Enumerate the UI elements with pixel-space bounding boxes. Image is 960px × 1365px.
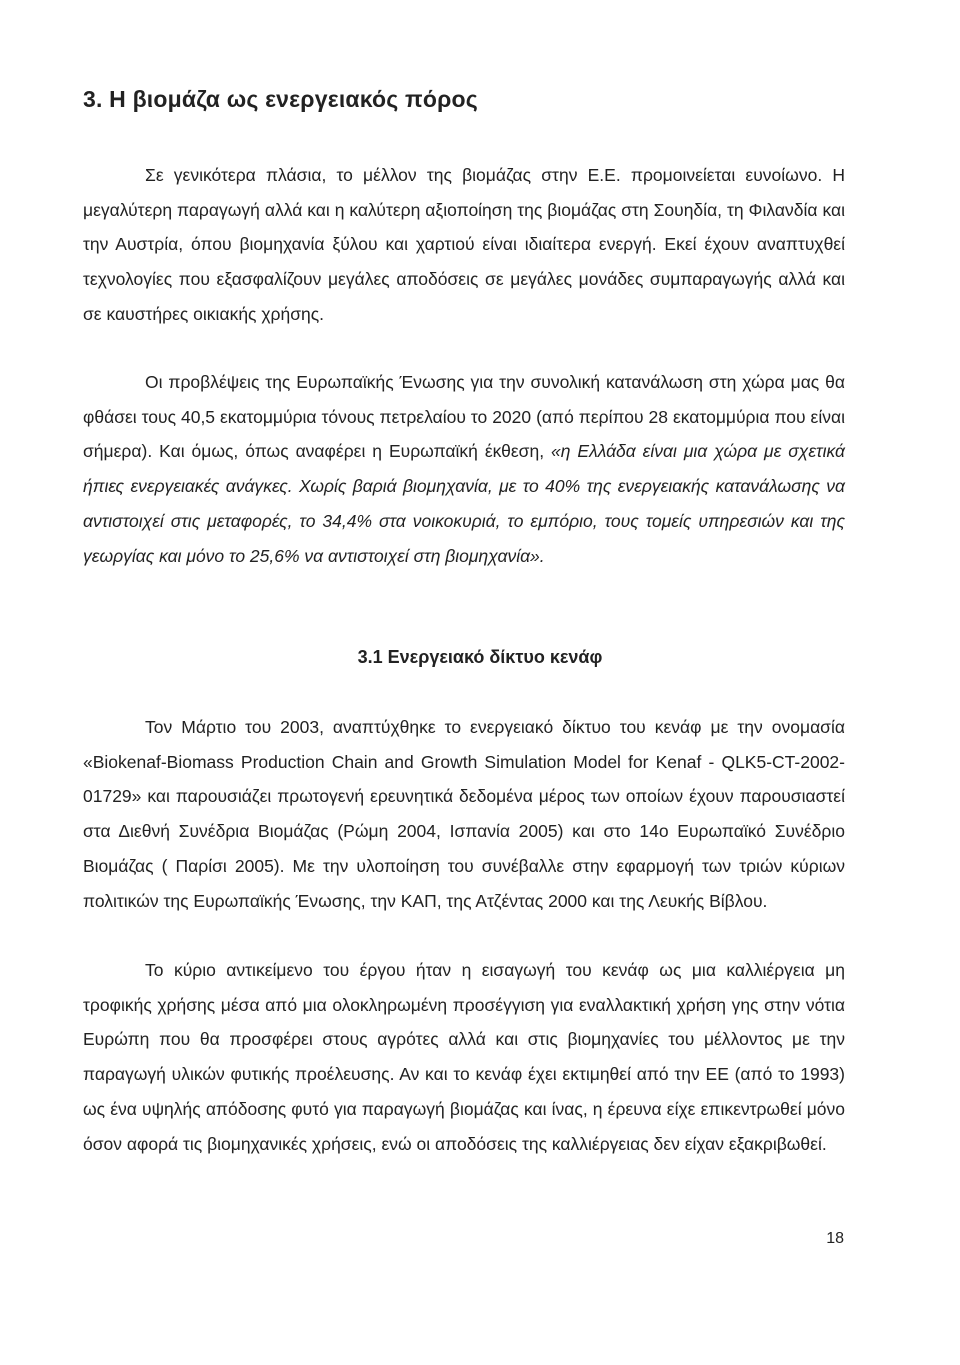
- page-number: 18: [826, 1230, 844, 1247]
- subsection-heading: 3.1 Ενεργειακό δίκτυο κενάφ: [357, 647, 603, 667]
- section-paragraph-1: Σε γενικότερα πλάσια, το μέλλον της βιομάζας στην Ε.Ε. προμοινείεται ευνοίωνο. Η μεγαλύτερη παραγωγή αλλά και η καλύτερη αξιοποίηση της βιομάζας στη Σουηδία, τη Φιλανδία και την Αυστρία, όπου βιομηχανία ξύλου και χαρτιού είναι ιδιαίτερα ενεργή. Εκεί έχουν αναπτυχθεί τεχνολογίες που εξασφαλίζουν μεγάλες αποδόσεις σε μεγάλες μονάδες συμπαραγωγής αλλά και σε καυστήρες οικιακής χρήσης.: [83, 165, 845, 324]
- subsection-paragraph-2: Το κύριο αντικείμενο του έργου ήταν η εισαγωγή του κενάφ ως μια καλλιέργεια μη τροφικής χρήσης μέσα από μια ολοκληρωμένη προσέγγιση για εναλλακτική χρήση γης στην νότια Ευρώπη που θα προσφέρει στους αγρότες αλλά και στις βιομηχανίες του μέλλοντος με την παραγωγή υλικών φυτικής προέλευσης. Αν και το κενάφ έχει εκτιμηθεί από την ΕΕ (από το 1993) ως ένα υψηλής απόδοσης φυτό για παραγωγή βιομάζας και ίνας, η έρευνα είχε επικεντρωθεί μόνο όσον αφορά τις βιομηχανικές χρήσεις, ενώ οι αποδόσεις της καλλιέργειας δεν είχαν εξακριβωθεί.: [83, 960, 845, 1154]
- section-heading: 3. Η βιομάζα ως ενεργειακός πόρος: [83, 86, 478, 112]
- section-paragraph-2: [83, 365, 845, 573]
- paragraph-2-text: Οι προβλέψεις της Ευρωπαϊκής Ένωσης για την συνολική κατανάλωση στη χώρα μας θα φθάσει τους 40,5 εκατομμύρια τόνους πετρελαίου το 2020 (από περίπου 28 εκατομμύρια που είναι σήμερα). Και όμως, όπως αναφέρει η Ευρωπαϊκή έκθεση,: [83, 372, 845, 462]
- paragraph-2-quote: «η Ελλάδα είναι μια χώρα με σχετικά ήπιες ενεργειακές ανάγκες. Χωρίς βαριά βιομηχανία, με το 40% της ενεργειακής κατανάλωσης να αντιστοιχεί στις μεταφορές, το 34,4% στα νοικοκυριά, το εμπόριο, τους τομείς υπηρεσιών και της γεωργίας και μόνο το 25,6% να αντιστοιχεί στη βιομηχανία».: [83, 441, 845, 566]
- subsection-paragraph-1: Τον Μάρτιο του 2003, αναπτύχθηκε το ενεργειακό δίκτυο του κενάφ με την ονομασία «Biokenaf-Biomass Production Chain and Growth Simulation Model for Kenaf - QLK5-CT-2002-01729» και παρουσιάζει πρωτογενή ερευνητικά δεδομένα μέρος των οποίων έχουν παρουσιαστεί στα Διεθνή Συνέδρια Βιομάζας (Ρώμη 2004, Ισπανία 2005) και στο 14ο Ευρωπαϊκό Συνέδριο Βιομάζας ( Παρίσι 2005). Με την υλοποίηση του συνέβαλλε στην εφαρμογή των τριών κύριων πολιτικών της Ευρωπαϊκής Ένωσης, την ΚΑΠ, της Ατζέντας 2000 και της Λευκής Βίβλου.: [83, 717, 845, 911]
